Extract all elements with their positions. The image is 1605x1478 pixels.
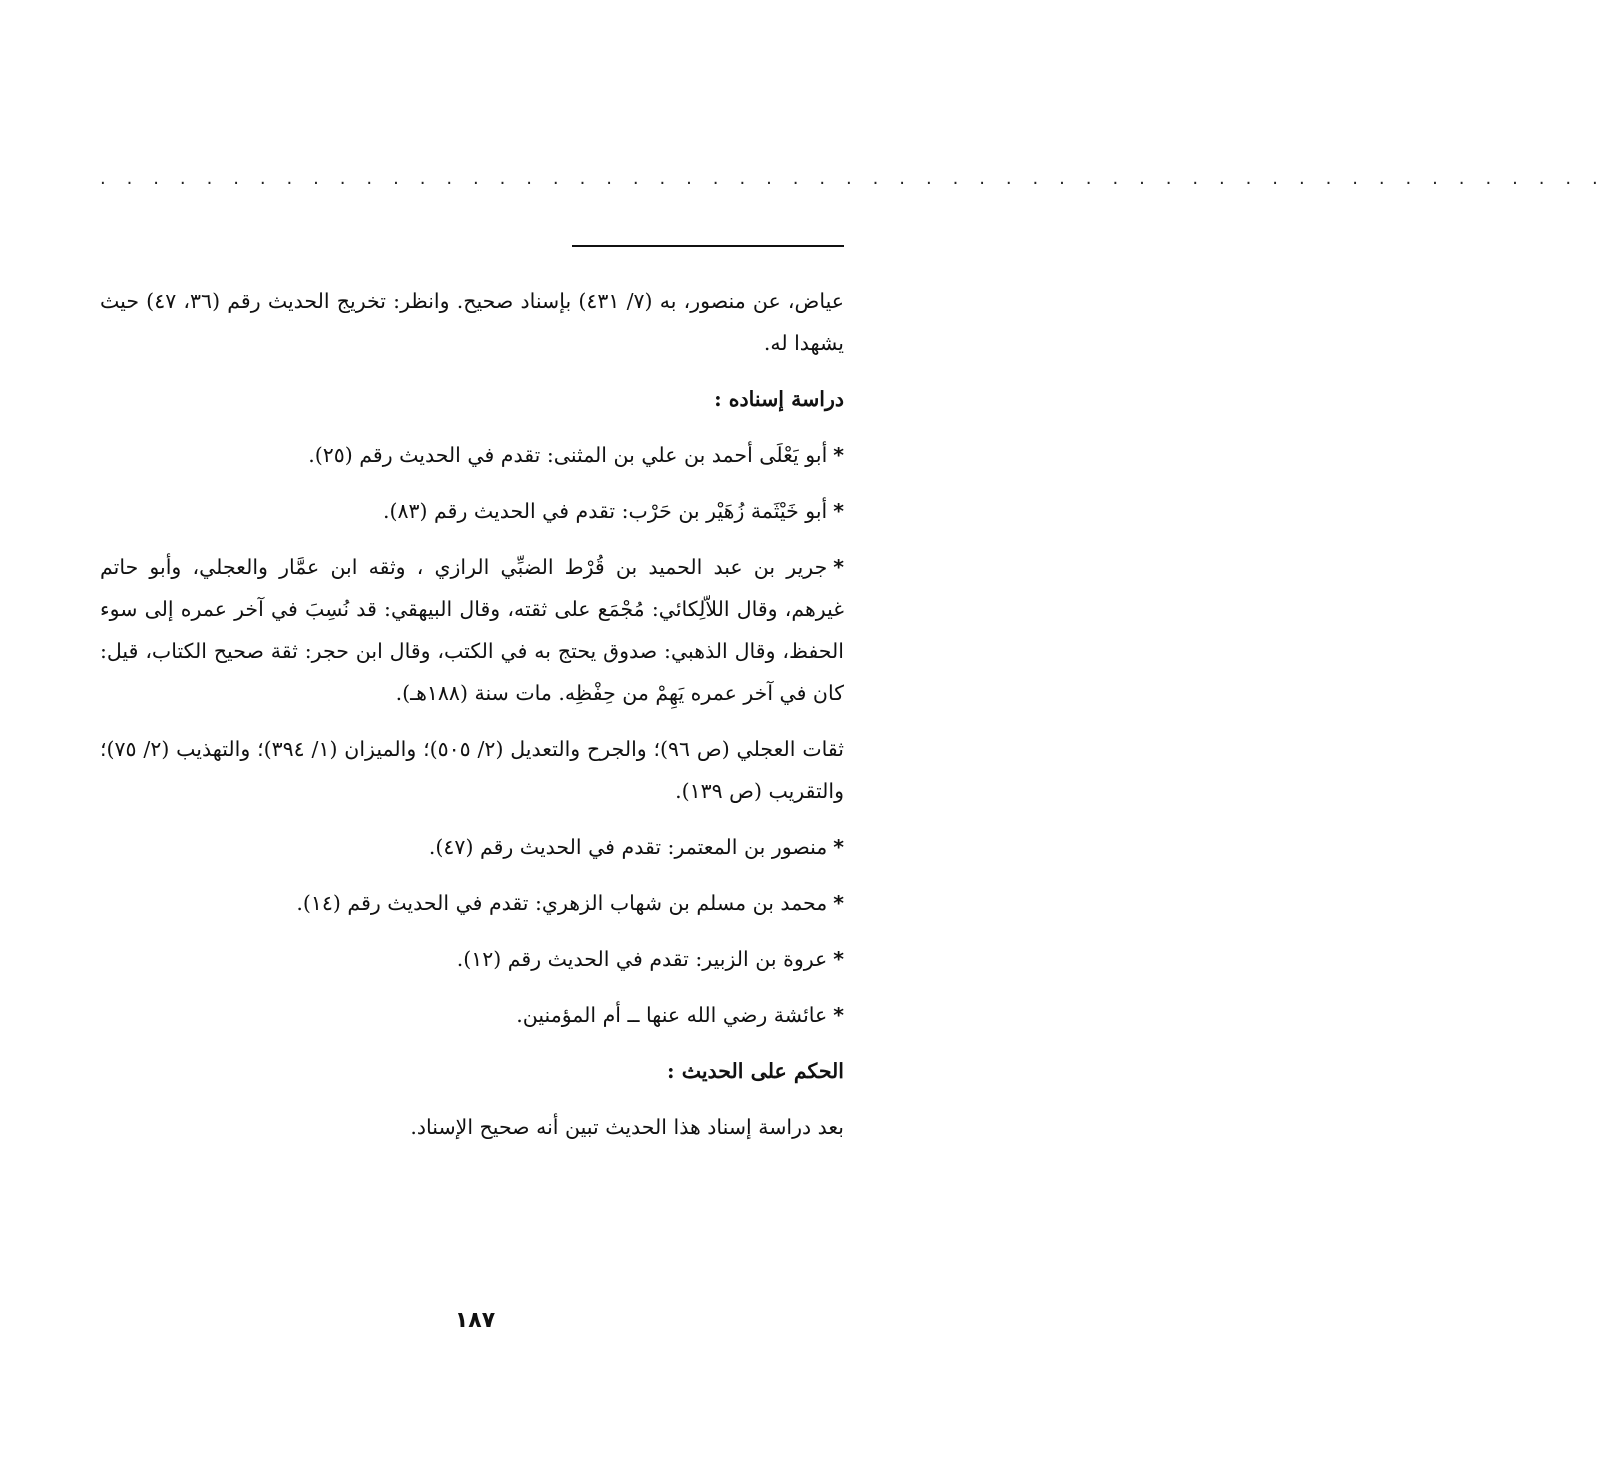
page-number: ١٨٧ [454, 1308, 496, 1333]
narrator-text: جرير بن عبد الحميد بن قُرْط الضبِّي الرازي ، وثقه ابن عمَّار والعجلي، وأبو حاتم غيرهم، وقال اللاّلِكائي: مُجْمَع على ثقته، وقال البيهقي: قد نُسِبَ في آخر عمره إلى سوء الحفظ، وقال الذهبي: صدوق يحتج به في الكتب، وقال ابن حجر: ثقة صحيح الكتاب، قيل: كان في آخر عمره يَهِمْ من حِفْظِه. مات سنة (١٨٨هـ). [100, 555, 844, 705]
ruling-heading: الحكم على الحديث : [667, 1059, 844, 1083]
narrator-text: أبو خَيْثَمة زُهَيْر بن حَرْب: تقدم في الحديث رقم (٨٣). [382, 499, 828, 523]
bullet-star-icon: * [833, 891, 844, 915]
bullet-star-icon: * [833, 443, 844, 467]
narrator-abu-yala [100, 434, 844, 476]
narrator-text: أبو يَعْلَى أحمد بن علي بن المثنى: تقدم في الحديث رقم (٢٥). [308, 443, 828, 467]
narrator-urwa [100, 938, 844, 980]
page-content [100, 280, 844, 1162]
isnad-heading: دراسة إسناده : [714, 387, 844, 411]
narrator-abu-khaythama [100, 490, 844, 532]
dotted-separator: · · · · · · · · · · · · · · · · · · · · · · · · · · · · · · · · · · · · · · · · · · · · · · · · · · · · · · · · · [100, 173, 1605, 194]
footnote-rule [572, 245, 844, 247]
narrator-text: عروة بن الزبير: تقدم في الحديث رقم (١٢). [456, 947, 828, 971]
ruling-text: بعد دراسة إسناد هذا الحديث تبين أنه صحيح الإسناد. [410, 1115, 844, 1139]
narrator-aisha [100, 994, 844, 1036]
bullet-star-icon: * [833, 555, 844, 579]
bullet-star-icon: * [833, 835, 844, 859]
bullet-star-icon: * [833, 1003, 844, 1027]
bullet-star-icon: * [833, 947, 844, 971]
narrator-text: منصور بن المعتمر: تقدم في الحديث رقم (٤٧). [428, 835, 828, 859]
narrator-mansur [100, 826, 844, 868]
narrator-zuhri [100, 882, 844, 924]
narrator-jarir [100, 546, 844, 714]
footnote-intro: عياض، عن منصور، به (٧/ ٤٣١) بإسناد صحيح. وانظر: تخريج الحديث رقم (٣٦، ٤٧) حيث يشهدا له. [100, 289, 844, 355]
bullet-star-icon: * [833, 499, 844, 523]
jarir-sources: ثقات العجلي (ص ٩٦)؛ والجرح والتعديل (٢/ ٥٠٥)؛ والميزان (١/ ٣٩٤)؛ والتهذيب (٢/ ٧٥)؛ والتقريب (ص ١٣٩). [100, 737, 844, 803]
narrator-text: عائشة رضي الله عنها ــ أم المؤمنين. [516, 1003, 828, 1027]
narrator-text: محمد بن مسلم بن شهاب الزهري: تقدم في الحديث رقم (١٤). [296, 891, 828, 915]
